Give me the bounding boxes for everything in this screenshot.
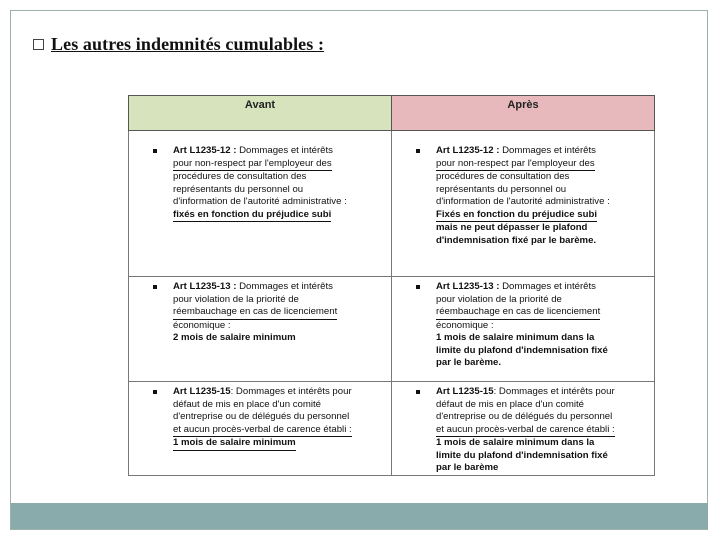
bold-line: par le barème bbox=[436, 462, 499, 473]
bold-line: mais ne peut dépasser le plafond bbox=[436, 222, 588, 233]
article-ref: Art L1235-13 : bbox=[436, 281, 500, 292]
cell-apres bbox=[392, 382, 655, 476]
text-line: représentants du personnel ou bbox=[173, 183, 304, 195]
square-bullet-icon bbox=[153, 149, 157, 153]
cell-avant bbox=[129, 277, 392, 382]
column-header-avant: Avant bbox=[129, 96, 392, 131]
slide-title: Les autres indemnités cumulables : bbox=[51, 34, 325, 54]
text-line: Dommages et intérêts bbox=[239, 281, 333, 292]
cell-avant bbox=[129, 382, 392, 476]
checkbox-bullet-icon bbox=[33, 39, 44, 50]
article-ref: Art L1235-12 : bbox=[173, 145, 237, 156]
text-line: Dommages et intérêts bbox=[239, 145, 333, 156]
cell-apres bbox=[392, 131, 655, 277]
cell-avant bbox=[129, 131, 392, 277]
square-bullet-icon bbox=[416, 149, 420, 153]
text-line: défaut de mis en place d'un comité bbox=[436, 398, 584, 410]
text-line: : Dommages et intérêts pour bbox=[493, 386, 615, 397]
cell-text bbox=[173, 386, 385, 451]
slide-title-row bbox=[33, 34, 324, 55]
text-line: procédures de consultation des bbox=[436, 171, 570, 182]
text-line: économique : bbox=[173, 319, 231, 331]
cell-text bbox=[436, 145, 610, 247]
bold-line: Fixés en fonction du préjudice subi bbox=[436, 208, 597, 220]
text-line: d'entreprise ou de délégués du personnel bbox=[173, 411, 350, 422]
table-row bbox=[129, 131, 655, 277]
table-row bbox=[129, 277, 655, 382]
cell-text bbox=[436, 386, 615, 475]
text-line: : Dommages et intérêts pour bbox=[230, 386, 352, 397]
bold-line: 1 mois de salaire minimum bbox=[173, 437, 296, 448]
text-line: pour non-respect par l'employeur des bbox=[436, 158, 595, 172]
text-line: économique : bbox=[436, 319, 494, 331]
text-line: réembauchage en cas de licenciement bbox=[436, 306, 600, 320]
bold-line: 1 mois de salaire minimum dans la bbox=[436, 332, 595, 343]
table-row bbox=[129, 382, 655, 476]
text-line: d'entreprise ou de délégués du personnel bbox=[436, 411, 613, 422]
cell-apres bbox=[392, 277, 655, 382]
bold-line: 2 mois de salaire minimum bbox=[173, 332, 296, 343]
article-ref: Art L1235-15 bbox=[436, 386, 494, 397]
bold-line: d'indemnisation fixé par le barème. bbox=[436, 234, 597, 246]
text-line: Dommages et intérêts bbox=[502, 281, 596, 292]
column-header-apres: Après bbox=[392, 96, 655, 131]
cell-text bbox=[173, 145, 347, 222]
text-line: réembauchage en cas de licenciement bbox=[173, 306, 337, 320]
text-line: défaut de mis en place d'un comité bbox=[173, 398, 321, 410]
text-line: d'information de l'autorité administrative : bbox=[173, 196, 347, 207]
square-bullet-icon bbox=[416, 285, 420, 289]
comparison-table bbox=[128, 95, 655, 476]
article-ref: Art L1235-15 bbox=[173, 386, 231, 397]
bold-line: 1 mois de salaire minimum dans la bbox=[436, 437, 595, 448]
text-line: et aucun procès-verbal de carence établi : bbox=[436, 424, 615, 438]
bold-line: limite du plafond d'indemnisation fixé bbox=[436, 449, 608, 461]
cell-text bbox=[173, 281, 337, 345]
bold-line: par le barème. bbox=[436, 357, 502, 368]
text-line: pour non-respect par l'employeur des bbox=[173, 158, 332, 172]
square-bullet-icon bbox=[416, 390, 420, 394]
bold-line: fixés en fonction du préjudice subi bbox=[173, 208, 332, 220]
bold-line: limite du plafond d'indemnisation fixé bbox=[436, 344, 608, 356]
text-line: Dommages et intérêts bbox=[502, 145, 596, 156]
text-line: et aucun procès-verbal de carence établi : bbox=[173, 424, 352, 438]
article-ref: Art L1235-13 : bbox=[173, 281, 237, 292]
text-line: d'information de l'autorité administrative : bbox=[436, 196, 610, 207]
article-ref: Art L1235-12 : bbox=[436, 145, 500, 156]
text-line: représentants du personnel ou bbox=[436, 183, 567, 195]
table-header-row bbox=[129, 96, 655, 131]
square-bullet-icon bbox=[153, 390, 157, 394]
text-line: procédures de consultation des bbox=[173, 171, 307, 182]
cell-text bbox=[436, 281, 608, 370]
text-line: pour violation de la priorité de bbox=[173, 293, 299, 305]
square-bullet-icon bbox=[153, 285, 157, 289]
slide-footer-band bbox=[11, 503, 708, 529]
text-line: pour violation de la priorité de bbox=[436, 293, 562, 305]
